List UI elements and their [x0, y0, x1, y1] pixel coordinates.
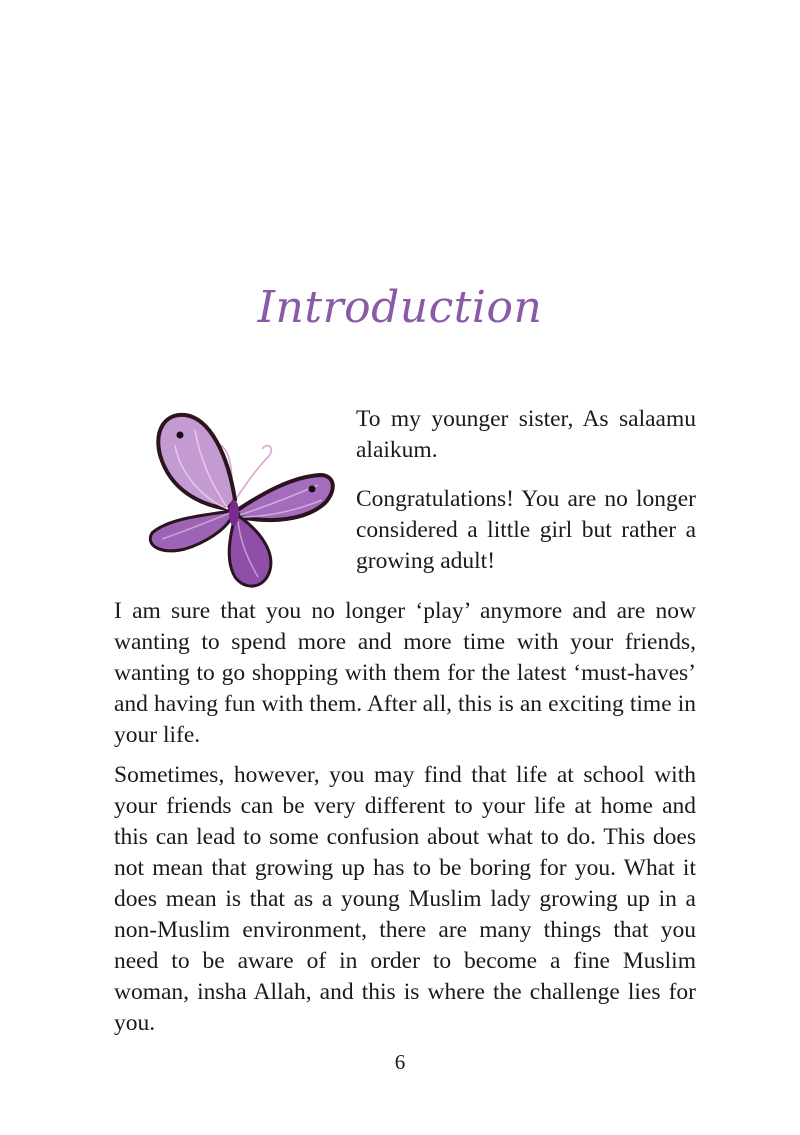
- butterfly-icon: [140, 405, 340, 595]
- body-paragraph: Sometimes, however, you may find that life at school with your friends can be very different to your life at home and this can lead to some confusion about what to do. This does not mean that growing up has to be boring for you. What it does mean is that as a young Muslim lady growing up in a non-Muslim environment, there are many things that you need to be aware of in order to become a fine Muslim woman, insha Allah, and this is where the challenge lies for you.: [114, 762, 696, 1036]
- page-number: 6: [394, 1050, 406, 1074]
- congratulations-paragraph: Congratulations! You are no longer considered a little girl but rather a growing adult!: [356, 486, 696, 574]
- body-paragraph: I am sure that you no longer ‘play’ anymore and are now wanting to spend more and more time with your friends, wanting to go shopping with them for the latest ‘must-haves’ and having fun with them. After all, this is an exciting time in your life.: [114, 598, 696, 748]
- intro-text-block: [356, 404, 696, 595]
- body-text-block: [114, 596, 696, 1048]
- page-title: Introduction: [257, 282, 543, 333]
- greeting-paragraph: To my younger sister, As salaamu alaikum.: [356, 406, 696, 463]
